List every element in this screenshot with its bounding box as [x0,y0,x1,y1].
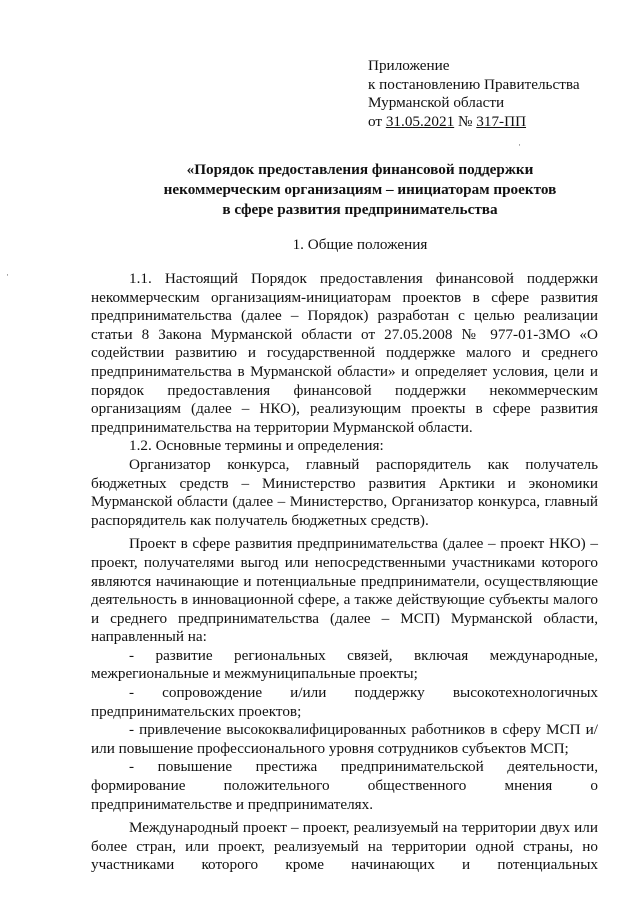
paragraph-1-1: 1.1. Настоящий Порядок предоставления финансовой поддержки некоммерческим организациям-инициаторам проектов в сфере развития предпринимательства (далее – Порядок) разработан с целью реализации статьи 8 Закона Мурманской области от 27.05.2008 № 977-01-ЗМО «О содействии развитию и государственной поддержке малого и среднего предпринимательства в Мурманской области» и определяет условия, цели и порядок предоставления финансовой поддержки некоммерческим организациям (далее – НКО), реализующим проекты в сфере развития предпринимательства на территории Мурманской области. [91,270,598,436]
appendix-line-2: к постановлению Правительства [368,75,580,93]
paragraph-international-project: Международный проект – проект, реализуемый на территории двух или более стран, или проект, реализуемый на территории одной страны, но участниками которого кроме начинающих и потенциальных [91,819,598,874]
appendix-line-3: Мурманской области [368,94,505,111]
scan-dot: · [6,270,9,280]
list-item-workers: - привлечение высококвалифицированных работников в сферу МСП и/или повышение профессионального уровня сотрудников субъектов МСП; [91,721,598,757]
list-item-regional-links: - развитие региональных связей, включая международные, межрегиональные и межмуниципальные проекты; [91,646,598,683]
appendix-block [368,57,580,131]
list-item-prestige: - повышение престижа предпринимательской деятельности, формирование положительного общественного мнения о предпринимательстве и предпринимателях. [91,758,598,813]
number-prefix: № [454,112,477,130]
document-body [91,270,598,875]
title-line-3: в сфере развития предпринимательства [222,201,498,218]
paragraph-project-definition: Проект в сфере развития предпринимательства (далее – проект НКО) – проект, получателями выгод или непосредственными участниками которого являются начинающие и потенциальные предприниматели, осуществляющие деятельность в инновационной сфере, а также действующие субъекты малого и среднего предпринимательства (далее – МСП) Мурманской области, направленный на: [91,535,598,646]
title-line-2: некоммерческим организациям – инициаторам проектов [163,181,557,198]
paragraph-organizer: Организатор конкурса, главный распорядитель как получатель бюджетных средств – Министерство развития Арктики и экономики Мурманской области (далее – Министерство, Организатор конкурса, главный распорядитель как получатель бюджетных средств). [91,455,598,529]
document-title [90,160,630,220]
appendix-date-line [368,113,580,132]
section-heading: 1. Общие положения [292,236,428,253]
paragraph-1-2: 1.2. Основные термины и определения: [129,437,384,455]
list-item-support: - сопровождение и/или поддержку высокотехнологичных предпринимательских проектов; [91,684,598,720]
resolution-number: 317-ПП [476,112,527,130]
appendix-line-1: Приложение [368,57,450,74]
resolution-date: 31.05.2021 [385,112,455,130]
title-line-1: «Порядок предоставления финансовой поддержки [186,161,534,178]
scan-dot: · [518,140,521,150]
date-prefix: от [368,112,386,130]
